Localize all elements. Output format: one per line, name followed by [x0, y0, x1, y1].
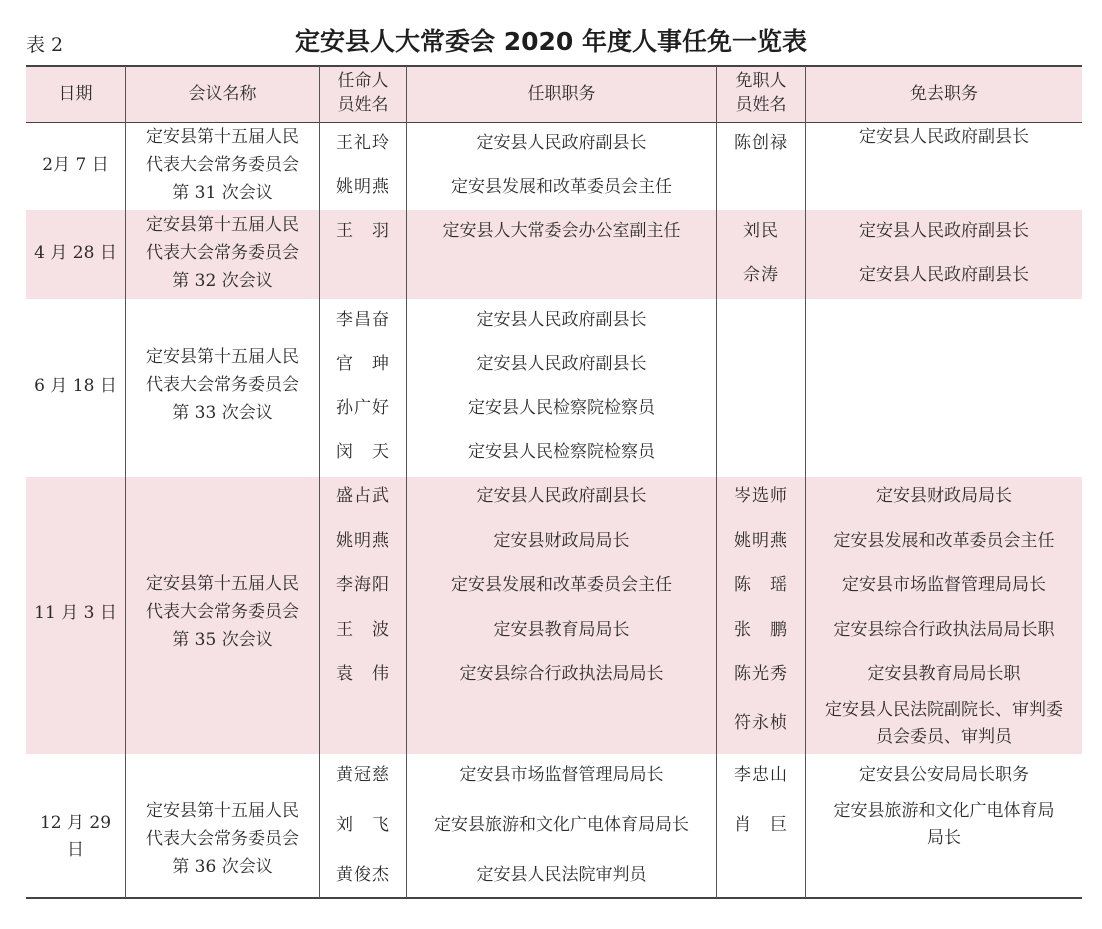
removed-name: 刘民 [743, 221, 779, 241]
appointed-post: 定安县教育局局长 [493, 620, 630, 640]
removed-name: 肖 巨 [734, 815, 788, 835]
appointee-name: 盛占武 [336, 486, 390, 506]
meeting-line: 第 33 次会议 [172, 403, 273, 423]
header-meeting: 会议名称 [188, 84, 257, 104]
appointed-post: 定安县市场监督管理局局长 [459, 765, 664, 785]
appointed-post: 定安县财政局局长 [493, 531, 630, 551]
appointed-post: 定安县人民政府副县长 [476, 310, 647, 330]
appointed-post: 定安县综合行政执法局局长 [459, 664, 664, 684]
appointee-name: 刘 飞 [336, 815, 390, 835]
header-appointee [320, 69, 406, 117]
row-date: 2月 7 日 [42, 155, 109, 175]
removed-post: 定安县教育局局长职 [867, 664, 1021, 684]
appointee-name: 孙广好 [336, 398, 390, 418]
appointee-name: 姚明燕 [336, 177, 390, 197]
row-date: 日 [67, 840, 84, 860]
rule-top [26, 65, 1082, 67]
meeting-line: 代表大会常务委员会 [146, 243, 299, 263]
header-appointee-line2: 员姓名 [337, 95, 389, 115]
header-removed-post: 免去职务 [910, 84, 978, 104]
meeting-line: 第 36 次会议 [172, 857, 273, 877]
appointee-name: 袁 伟 [336, 664, 390, 684]
meeting-line: 代表大会常务委员会 [146, 155, 299, 175]
page-title: 定安县人大常委会 2020 年度人事任免一览表 [295, 27, 807, 56]
removed-post: 定安县人民法院副院长、审判委 [825, 700, 1063, 720]
meeting-line: 第 32 次会议 [172, 271, 273, 291]
header-removed [717, 69, 805, 117]
meeting-line: 定安县第十五届人民 [146, 127, 299, 147]
removed-post: 定安县人民政府副县长 [859, 127, 1029, 147]
removed-post: 定安县人民政府副县长 [859, 221, 1029, 241]
removed-post: 定安县旅游和文化广电体育局 [833, 801, 1055, 821]
appointed-post: 定安县发展和改革委员会主任 [451, 575, 672, 595]
removed-name: 张 鹏 [734, 620, 788, 640]
removed-name: 陈创禄 [734, 133, 788, 153]
removed-post: 员会委员、审判员 [876, 727, 1012, 747]
removed-name: 姚明燕 [734, 531, 788, 551]
removed-post: 局长 [927, 828, 961, 848]
removed-name: 佘涛 [743, 265, 779, 285]
removed-post: 定安县市场监督管理局局长 [842, 575, 1046, 595]
appointed-post: 定安县人民政府副县长 [476, 354, 647, 374]
removed-post: 定安县公安局局长职务 [859, 765, 1029, 785]
appointee-name: 黄冠慈 [336, 765, 390, 785]
appointee-name: 黄俊杰 [336, 865, 390, 885]
header-removed-line2: 员姓名 [735, 95, 787, 115]
header-date: 日期 [58, 84, 93, 104]
header-appointee-line1: 任命人 [337, 71, 389, 91]
appointee-name: 王礼玲 [336, 133, 390, 153]
appointed-post: 定安县旅游和文化广电体育局局长 [434, 815, 689, 835]
meeting-line: 定安县第十五届人民 [146, 574, 299, 594]
appointee-name: 姚明燕 [336, 531, 390, 551]
meeting-line: 定安县第十五届人民 [146, 801, 299, 821]
appointee-name: 王 羽 [336, 221, 390, 241]
row-date: 12 月 29 [39, 813, 112, 833]
removed-name: 符永桢 [734, 713, 788, 733]
appointee-name: 李昌奋 [336, 310, 390, 330]
appointed-post: 定安县发展和改革委员会主任 [451, 177, 672, 197]
appointed-post: 定安县人大常委会办公室副主任 [442, 221, 681, 241]
appointed-post: 定安县人民法院审判员 [476, 865, 647, 885]
row-date: 6 月 18 日 [34, 376, 117, 396]
removed-name: 岑选师 [734, 486, 788, 506]
appointed-post: 定安县人民政府副县长 [476, 486, 647, 506]
header-appointed-post: 任职职务 [527, 84, 596, 104]
removed-post: 定安县人民政府副县长 [859, 265, 1029, 285]
removed-name: 陈光秀 [734, 664, 788, 684]
removed-post: 定安县财政局局长 [876, 486, 1012, 506]
removed-name: 李忠山 [734, 765, 788, 785]
meeting-line: 定安县第十五届人民 [146, 347, 299, 367]
meeting-line: 第 35 次会议 [172, 630, 273, 650]
appointed-post: 定安县人民检察院检察员 [468, 398, 655, 418]
removed-name: 陈 瑶 [734, 575, 788, 595]
row-date: 4 月 28 日 [34, 243, 117, 263]
meeting-line: 定安县第十五届人民 [146, 215, 299, 235]
row-date: 11 月 3 日 [34, 603, 117, 623]
rule-bottom [26, 897, 1082, 899]
appointee-name: 闵 天 [336, 442, 390, 462]
table-label: 表 2 [26, 34, 64, 56]
appointed-post: 定安县人民政府副县长 [476, 133, 647, 153]
header-removed-line1: 免职人 [735, 71, 787, 91]
appointee-name: 李海阳 [336, 575, 390, 595]
appointee-name: 王 波 [336, 620, 390, 640]
removed-post: 定安县综合行政执法局局长职 [833, 620, 1055, 640]
appointed-post: 定安县人民检察院检察员 [468, 442, 655, 462]
meeting-line: 代表大会常务委员会 [146, 602, 299, 622]
meeting-line: 第 31 次会议 [172, 183, 273, 203]
meeting-line: 代表大会常务委员会 [146, 375, 299, 395]
appointee-name: 官 珅 [336, 354, 390, 374]
removed-post: 定安县发展和改革委员会主任 [833, 531, 1055, 551]
meeting-line: 代表大会常务委员会 [146, 829, 299, 849]
